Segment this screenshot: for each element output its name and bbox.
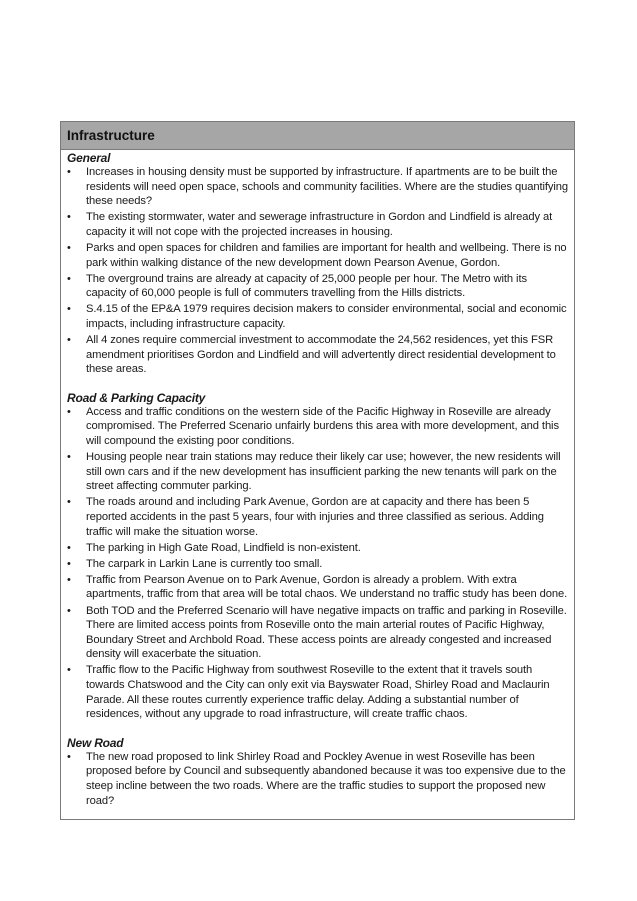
bullet-list [67,750,570,808]
bullet-icon: • [67,573,71,586]
list-item [67,557,570,572]
list-item [67,573,570,602]
list-item-text: The existing stormwater, water and sewerage infrastructure in Gordon and Lindfield is already at capacity it will not cope with the projected increases in housing. [86,211,553,238]
table-body [61,150,574,808]
list-item-text: Parks and open spaces for children and families are important for health and wellbeing. There is no park within walking distance of the new development down Pearson Avenue, Gordon. [86,241,567,269]
list-item-text: Traffic flow to the Pacific Highway from southwest Roseville to the extent that it travels south towards Chatswood and the City can only exit via Bayswater Road, Shirley Road and Maclaurin Parade. All these routes currently experience traffic delay. Adding a substantial number of residences, without any upgrade to road infrastructure, will create traffic chaos. [86,664,550,721]
bullet-icon: • [67,664,71,677]
list-item-text: Access and traffic conditions on the western side of the Pacific Highway in Roseville are already compromised. The Preferred Scenario unfairly burdens this area with more development, and this will compound the existing poor conditions. [86,405,559,447]
bullet-icon: • [67,241,71,254]
list-item [67,663,570,721]
section-title: Infrastructure [61,122,574,150]
list-item-text: Traffic from Pearson Avenue on to Park Avenue, Gordon is already a problem. With extra apartments, traffic from that area will be total chaos. We understand no traffic study has been done. [86,573,568,601]
infrastructure-table [60,121,575,820]
subsection-heading: New Road [67,735,124,750]
bullet-icon: • [67,166,71,178]
list-item-text: The carpark in Larkin Lane is currently too small. [86,557,323,570]
list-item [67,165,570,209]
bullet-icon: • [67,496,71,509]
bullet-list [67,405,570,722]
list-item-text: The roads around and including Park Avenue, Gordon are at capacity and there has been 5 reported accidents in the past 5 years, four with injuries and three classified as serious. Adding traffic will make the situation worse. [86,496,544,538]
bullet-icon: • [67,405,71,418]
list-item-text: All 4 zones require commercial investment to accommodate the 24,562 residences, yet this FSR amendment prioritises Gordon and Lindfield and will advertently direct residential development to these areas. [86,334,556,376]
bullet-icon: • [67,557,71,570]
list-item [67,750,570,808]
list-item-text: Housing people near train stations may reduce their likely car use; however, the new residents will still own cars and if the new development has insufficient parking the new tenants will park on the street affecting commuter parking. [86,451,561,493]
list-item [67,604,570,662]
list-item [67,302,570,331]
bullet-icon: • [67,604,71,617]
list-item-text: The new road proposed to link Shirley Road and Pockley Avenue in west Roseville has been proposed before by Council and subsequently abandoned because it was too expensive due to the steep incline between the two roads. Where are the traffic studies to support the proposed new road? [86,750,566,807]
bullet-icon: • [67,334,71,347]
list-item-text: S.4.15 of the EP&A 1979 requires decision makers to consider environmental, social and economic impacts, including infrastructure capacity. [86,303,567,330]
list-item [67,495,570,539]
bullet-icon: • [67,303,71,316]
list-item [67,210,570,239]
list-item [67,241,570,270]
list-item [67,333,570,377]
bullet-icon: • [67,272,71,285]
list-item-text: Increases in housing density must be supported by infrastructure. If apartments are to be built the residents will need open space, schools and community facilities. Where are the studies quantifying these needs? [86,166,568,208]
subsection-heading: General [67,151,111,165]
subsection-heading: Road & Parking Capacity [67,390,206,405]
list-item [67,541,570,556]
bullet-icon: • [67,541,71,554]
list-item [67,272,570,301]
bullet-list [67,165,570,377]
list-item [67,405,570,449]
list-item [67,450,570,494]
bullet-icon: • [67,750,71,763]
bullet-icon: • [67,211,71,224]
list-item-text: The overground trains are already at capacity of 25,000 people per hour. The Metro with its capacity of 60,000 people is full of commuters travelling from the Hills districts. [86,272,527,300]
bullet-icon: • [67,451,71,464]
list-item-text: Both TOD and the Preferred Scenario will have negative impacts on traffic and parking in Roseville. There are limited access points from Roseville onto the main arterial routes of Pacific Highway, Boundary Street and Archbold Road. These access points are already congested and increased density will exacerbate the situation. [86,604,567,661]
list-item-text: The parking in High Gate Road, Lindfield is non-existent. [86,541,361,554]
